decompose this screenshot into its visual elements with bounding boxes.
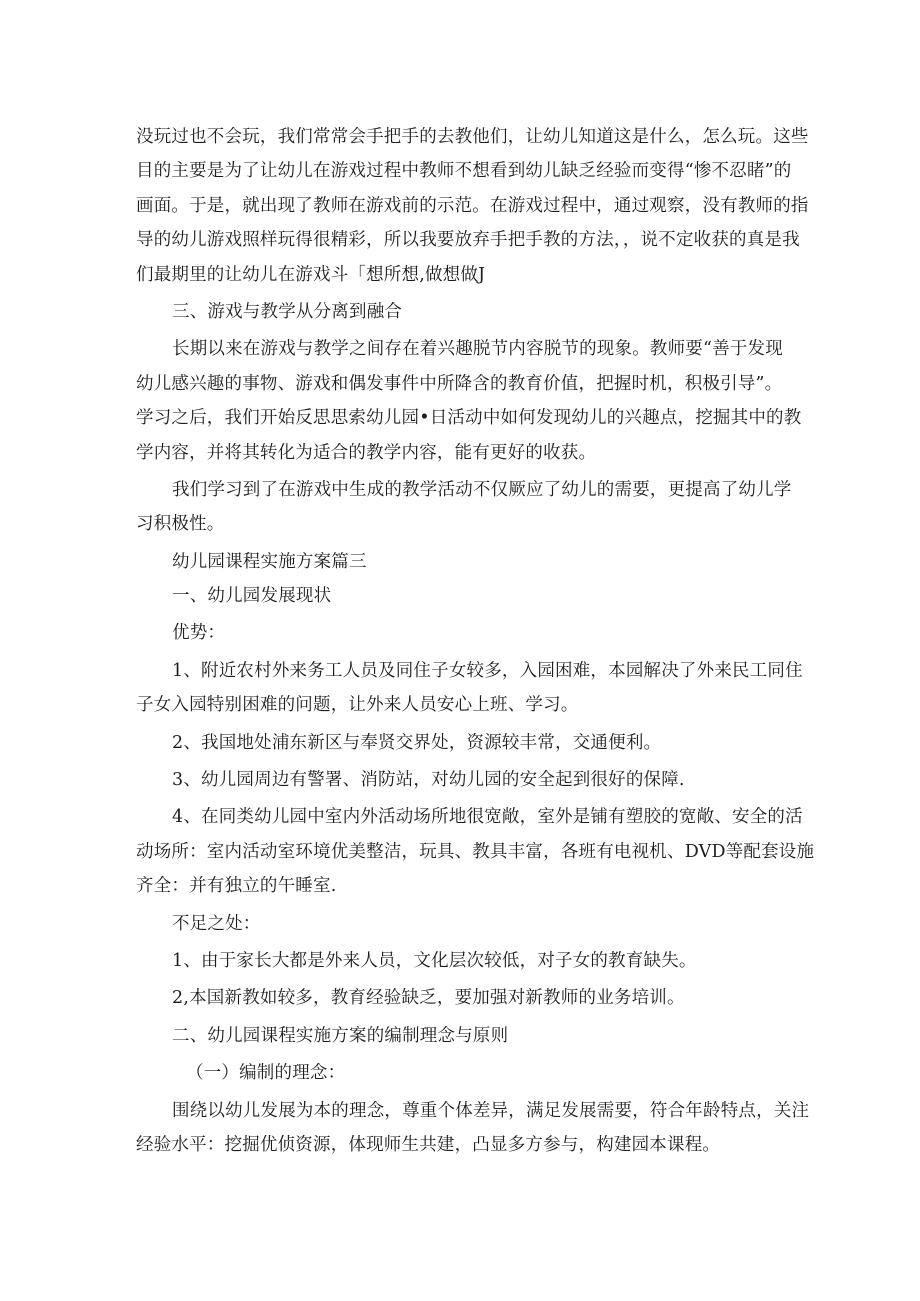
paragraph-line: 经验水平：挖掘优侦资源，体现师生共建，凸显多方参与，构建园本课程。 (136, 1134, 721, 1155)
paragraph-line: 没玩过也不会玩，我们常常会手把手的去教他们，让幼儿知道这是什么，怎么玩。这些 (136, 127, 809, 147)
paragraph-line: 画面。于是，就出现了教师在游戏前的示范。在游戏过程中，通过观察，没有教师的指 (136, 195, 809, 216)
paragraph-line: 们最期里的让幼儿在游戏斗「想所想,做想做J (136, 264, 486, 285)
paragraph-line: 我们学习到了在游戏中生成的教学活动不仅厥应了幼儿的需要，更提高了幼儿学 (172, 479, 792, 500)
advantage-item-4-cont: 动场所：室内活动室环境优美整洁，玩具、教具丰富，各班有电视机、DVD等配套设施 (136, 841, 815, 862)
paragraph-line: 学习之后，我们开始反思思索幼儿园•日活动中如何发现幼儿的兴趣点，挖掘其中的教 (136, 408, 802, 429)
paragraph-line: 幼儿感兴趣的事物、游戏和偶发事件中所降含的教育价值，把握时机，积极引导”。 (136, 373, 783, 394)
paragraph-line: 习积极性。 (136, 514, 225, 535)
advantages-label: 优势： (172, 623, 226, 644)
paragraph-line: 导的幼儿游戏照样玩得很精彩，所以我要放弃手把手教的方法，，说不定收获的真是我 (136, 230, 800, 251)
document-body (136, 120, 815, 1162)
advantage-item-3: 3、幼儿园周边有警署、消防站，对幼儿园的安全起到很好的保障. (172, 770, 685, 791)
section-heading-one: 一、幼儿园发展现状 (172, 586, 332, 607)
advantage-item-2: 2、我国地处浦东新区与奉贤交界处，资源较丰常，交通便利。 (172, 732, 662, 753)
paragraph-line: 围绕以幼儿发展为本的理念，尊重个体差异，满足发展需要，符合年龄特点，关注 (172, 1100, 810, 1121)
subsection-heading: （一）编制的理念： (186, 1063, 346, 1084)
advantage-item-4: 4、在同类幼儿园中室内外活动场所地很宽敞，室外是铺有塑胶的宽敞、安全的活 (172, 807, 803, 828)
paragraph-line: 长期以来在游戏与教学之间存在着兴趣脱节内容脱节的现象。教师要“善于发现 (172, 339, 783, 360)
shortcomings-label: 不足之处： (172, 913, 261, 934)
article-title: 幼儿园课程实施方案篇三 (172, 551, 367, 572)
section-heading-two: 二、幼儿园课程实施方案的编制理念与原则 (172, 1025, 509, 1046)
shortcoming-item-2: 2,本国新教如较多，教育经验缺乏，要加强对新教师的业务培训。 (172, 988, 685, 1009)
paragraph-line: 目的主要是为了让幼儿在游戏过程中教师不想看到幼儿缺乏经验而变得“惨不忍睹”的 (136, 161, 792, 182)
shortcoming-item-1: 1、由于家长大都是外来人员，文化层次较低，对子女的教育缺失。 (172, 950, 697, 971)
advantage-item-4-cont: 齐全：并有独立的午睡室. (136, 876, 337, 897)
section-heading-three: 三、游戏与教学从分离到融合 (172, 301, 403, 322)
advantage-item-1-cont: 子女入园特别困难的问题，让外来人员安心上班、学习。 (136, 695, 579, 716)
paragraph-line: 学内容，并将其转化为适合的教学内容，能有更好的收获。 (136, 442, 597, 463)
advantage-item-1: 1、附近农村外来务工人员及同住子女较多，入园困难，本园解决了外来民工同住 (172, 660, 803, 681)
